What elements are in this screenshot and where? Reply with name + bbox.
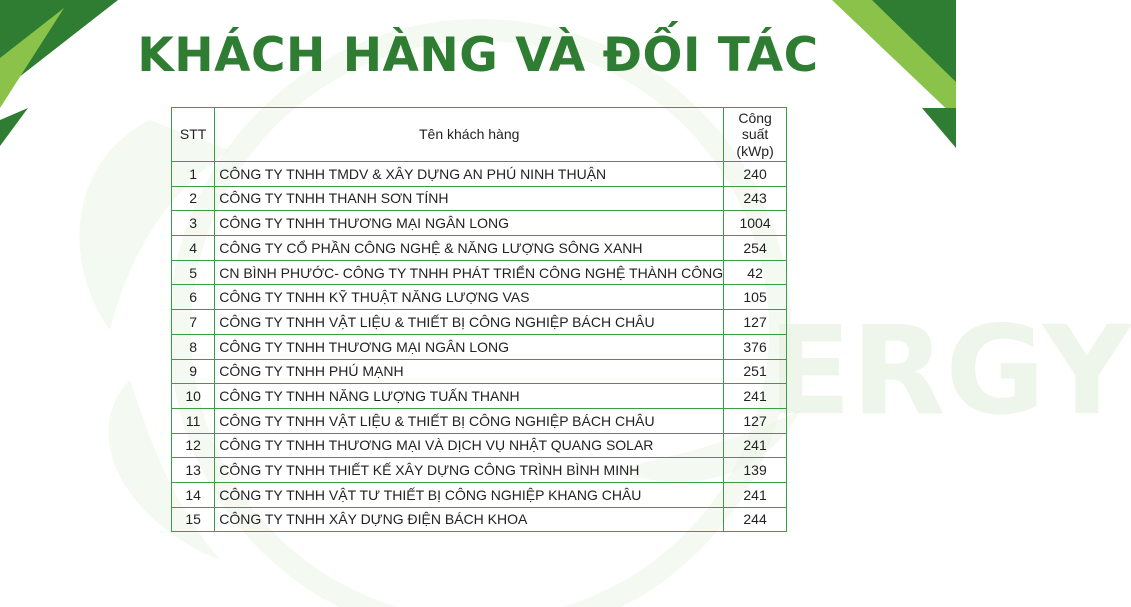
table-row <box>172 236 787 261</box>
table-header-row <box>172 108 787 162</box>
cell-name: CÔNG TY TNHH PHÚ MẠNH <box>215 359 724 384</box>
cell-capacity: 1004 <box>724 211 787 236</box>
cell-capacity: 139 <box>724 458 787 483</box>
table-row <box>172 211 787 236</box>
header-capacity-line2: (kWp) <box>736 142 774 159</box>
cell-stt: 12 <box>172 433 215 458</box>
cell-capacity: 251 <box>724 359 787 384</box>
table-row <box>172 310 787 335</box>
watermark-text: ERGY <box>768 300 1131 442</box>
cell-name: CÔNG TY TNHH VẬT TƯ THIẾT BỊ CÔNG NGHIỆP KHANG CHÂU <box>215 482 724 507</box>
cell-name: CÔNG TY TNHH THƯƠNG MẠI VÀ DỊCH VỤ NHẬT QUANG SOLAR <box>215 433 724 458</box>
cell-stt: 8 <box>172 334 215 359</box>
cell-capacity: 127 <box>724 310 787 335</box>
cell-capacity: 241 <box>724 433 787 458</box>
cell-capacity: 127 <box>724 408 787 433</box>
cell-name: CÔNG TY TNHH XÂY DỰNG ĐIỆN BÁCH KHOA <box>215 507 724 532</box>
table-row <box>172 408 787 433</box>
cell-capacity: 241 <box>724 384 787 409</box>
cell-stt: 7 <box>172 310 215 335</box>
cell-stt: 3 <box>172 211 215 236</box>
header-capacity <box>724 108 787 162</box>
clients-table <box>171 107 787 532</box>
table-row <box>172 334 787 359</box>
table-row <box>172 162 787 187</box>
table-row <box>172 359 787 384</box>
cell-capacity: 243 <box>724 186 787 211</box>
header-name: Tên khách hàng <box>215 108 724 162</box>
header-capacity-line1: Công suất <box>738 110 772 143</box>
cell-stt: 11 <box>172 408 215 433</box>
corner-leaf-tl-small <box>0 108 28 146</box>
table-row <box>172 433 787 458</box>
cell-stt: 5 <box>172 260 215 285</box>
table-row <box>172 260 787 285</box>
table-row <box>172 285 787 310</box>
page-title: KHÁCH HÀNG VÀ ĐỐI TÁC <box>137 28 819 83</box>
cell-stt: 10 <box>172 384 215 409</box>
cell-capacity: 105 <box>724 285 787 310</box>
table-row <box>172 186 787 211</box>
cell-name: CÔNG TY TNHH THƯƠNG MẠI NGÂN LONG <box>215 211 724 236</box>
cell-stt: 14 <box>172 482 215 507</box>
cell-capacity: 244 <box>724 507 787 532</box>
cell-name: CÔNG TY CỔ PHẦN CÔNG NGHỆ & NĂNG LƯỢNG SÔNG XANH <box>215 236 724 261</box>
header-stt: STT <box>172 108 215 162</box>
cell-stt: 9 <box>172 359 215 384</box>
cell-name: CÔNG TY TNHH KỸ THUẬT NĂNG LƯỢNG VAS <box>215 285 724 310</box>
table-row <box>172 482 787 507</box>
cell-stt: 13 <box>172 458 215 483</box>
cell-name: CN BÌNH PHƯỚC- CÔNG TY TNHH PHÁT TRIỂN CÔNG NGHỆ THÀNH CÔNG <box>215 260 724 285</box>
table-row <box>172 384 787 409</box>
cell-stt: 6 <box>172 285 215 310</box>
table-row <box>172 507 787 532</box>
cell-capacity: 42 <box>724 260 787 285</box>
cell-capacity: 241 <box>724 482 787 507</box>
corner-leaf-tr-small <box>922 108 956 148</box>
cell-capacity: 254 <box>724 236 787 261</box>
cell-stt: 4 <box>172 236 215 261</box>
cell-stt: 2 <box>172 186 215 211</box>
cell-capacity: 376 <box>724 334 787 359</box>
cell-name: CÔNG TY TNHH TMDV & XÂY DỰNG AN PHÚ NINH THUẬN <box>215 162 724 187</box>
cell-name: CÔNG TY TNHH THƯƠNG MẠI NGÂN LONG <box>215 334 724 359</box>
cell-name: CÔNG TY TNHH NĂNG LƯỢNG TUẤN THANH <box>215 384 724 409</box>
cell-name: CÔNG TY TNHH VẬT LIỆU & THIẾT BỊ CÔNG NGHIỆP BÁCH CHÂU <box>215 408 724 433</box>
cell-capacity: 240 <box>724 162 787 187</box>
cell-stt: 1 <box>172 162 215 187</box>
cell-name: CÔNG TY TNHH VẬT LIỆU & THIẾT BỊ CÔNG NGHIỆP BÁCH CHÂU <box>215 310 724 335</box>
cell-name: CÔNG TY TNHH THIẾT KẾ XÂY DỰNG CÔNG TRÌNH BÌNH MINH <box>215 458 724 483</box>
cell-stt: 15 <box>172 507 215 532</box>
cell-name: CÔNG TY TNHH THANH SƠN TÍNH <box>215 186 724 211</box>
table-row <box>172 458 787 483</box>
